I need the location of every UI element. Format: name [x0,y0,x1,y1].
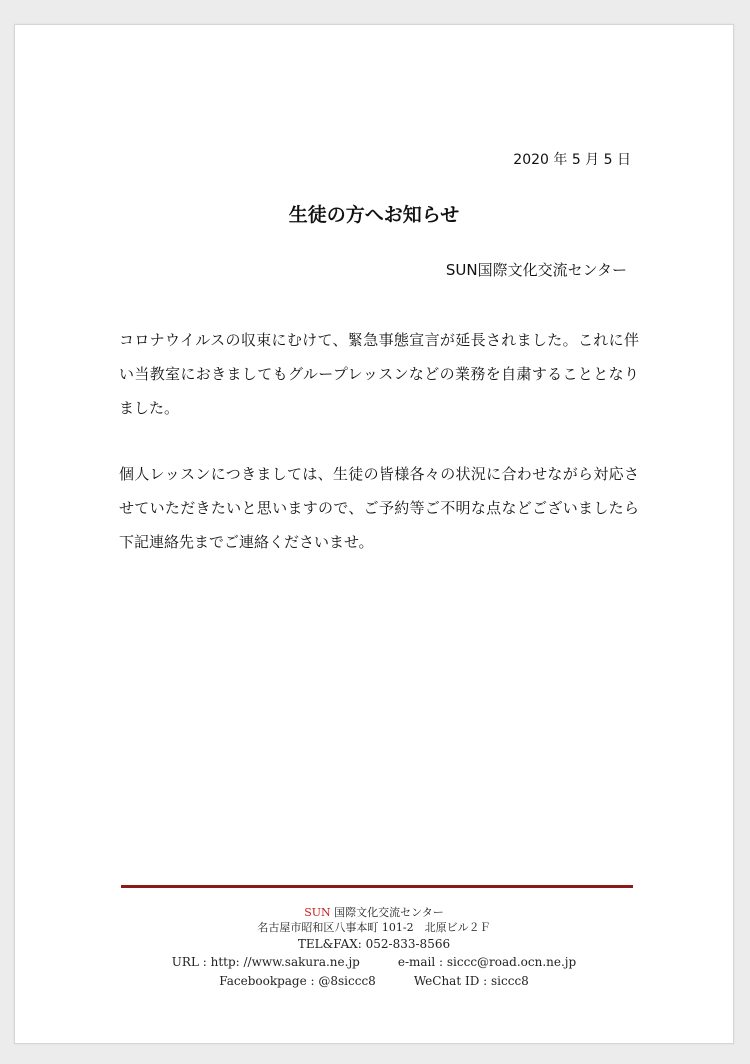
document-title: 生徒の方へお知らせ [288,204,460,226]
document-page [14,24,734,1044]
footer-divider [121,885,633,888]
body-paragraph-2: 個人レッスンにつきましては、生徒の皆様各々の状況に合わせながら対応させていただきたいと思いますので、ご予約等ご不明な点などございましたら下記連絡先までご連絡くださいませ。 [119,465,639,551]
footer-email[interactable]: e-mail : siccc@road.ocn.ne.jp [397,955,577,969]
footer-org [15,905,733,920]
footer-org-prefix: SUN [304,906,331,919]
body-paragraph-1: コロナウイルスの収束にむけて、緊急事態宣言が延長されました。これに伴い当教室におきましてもグループレッスンなどの業務を自粛することとなりました。 [119,331,639,417]
footer-contact-row-2 [15,972,733,991]
footer-org-rest: 国際文化交流センター [330,906,444,919]
document-date: 2020 年 5 月 5 日 [513,152,631,168]
footer [15,905,733,991]
footer-contact-row-1 [15,953,733,972]
footer-wechat: WeChat ID : siccc8 [413,974,529,988]
organization-name: SUN国際文化交流センター [445,261,627,279]
footer-url[interactable]: URL : http: //www.sakura.ne.jp [171,955,360,969]
footer-address: 名古屋市昭和区八事本町 101-2 北原ビル２Ｆ [257,921,491,934]
footer-tel-fax: TEL&FAX: 052-833-8566 [297,937,451,951]
footer-facebook[interactable]: Facebookpage : @8siccc8 [219,974,376,988]
